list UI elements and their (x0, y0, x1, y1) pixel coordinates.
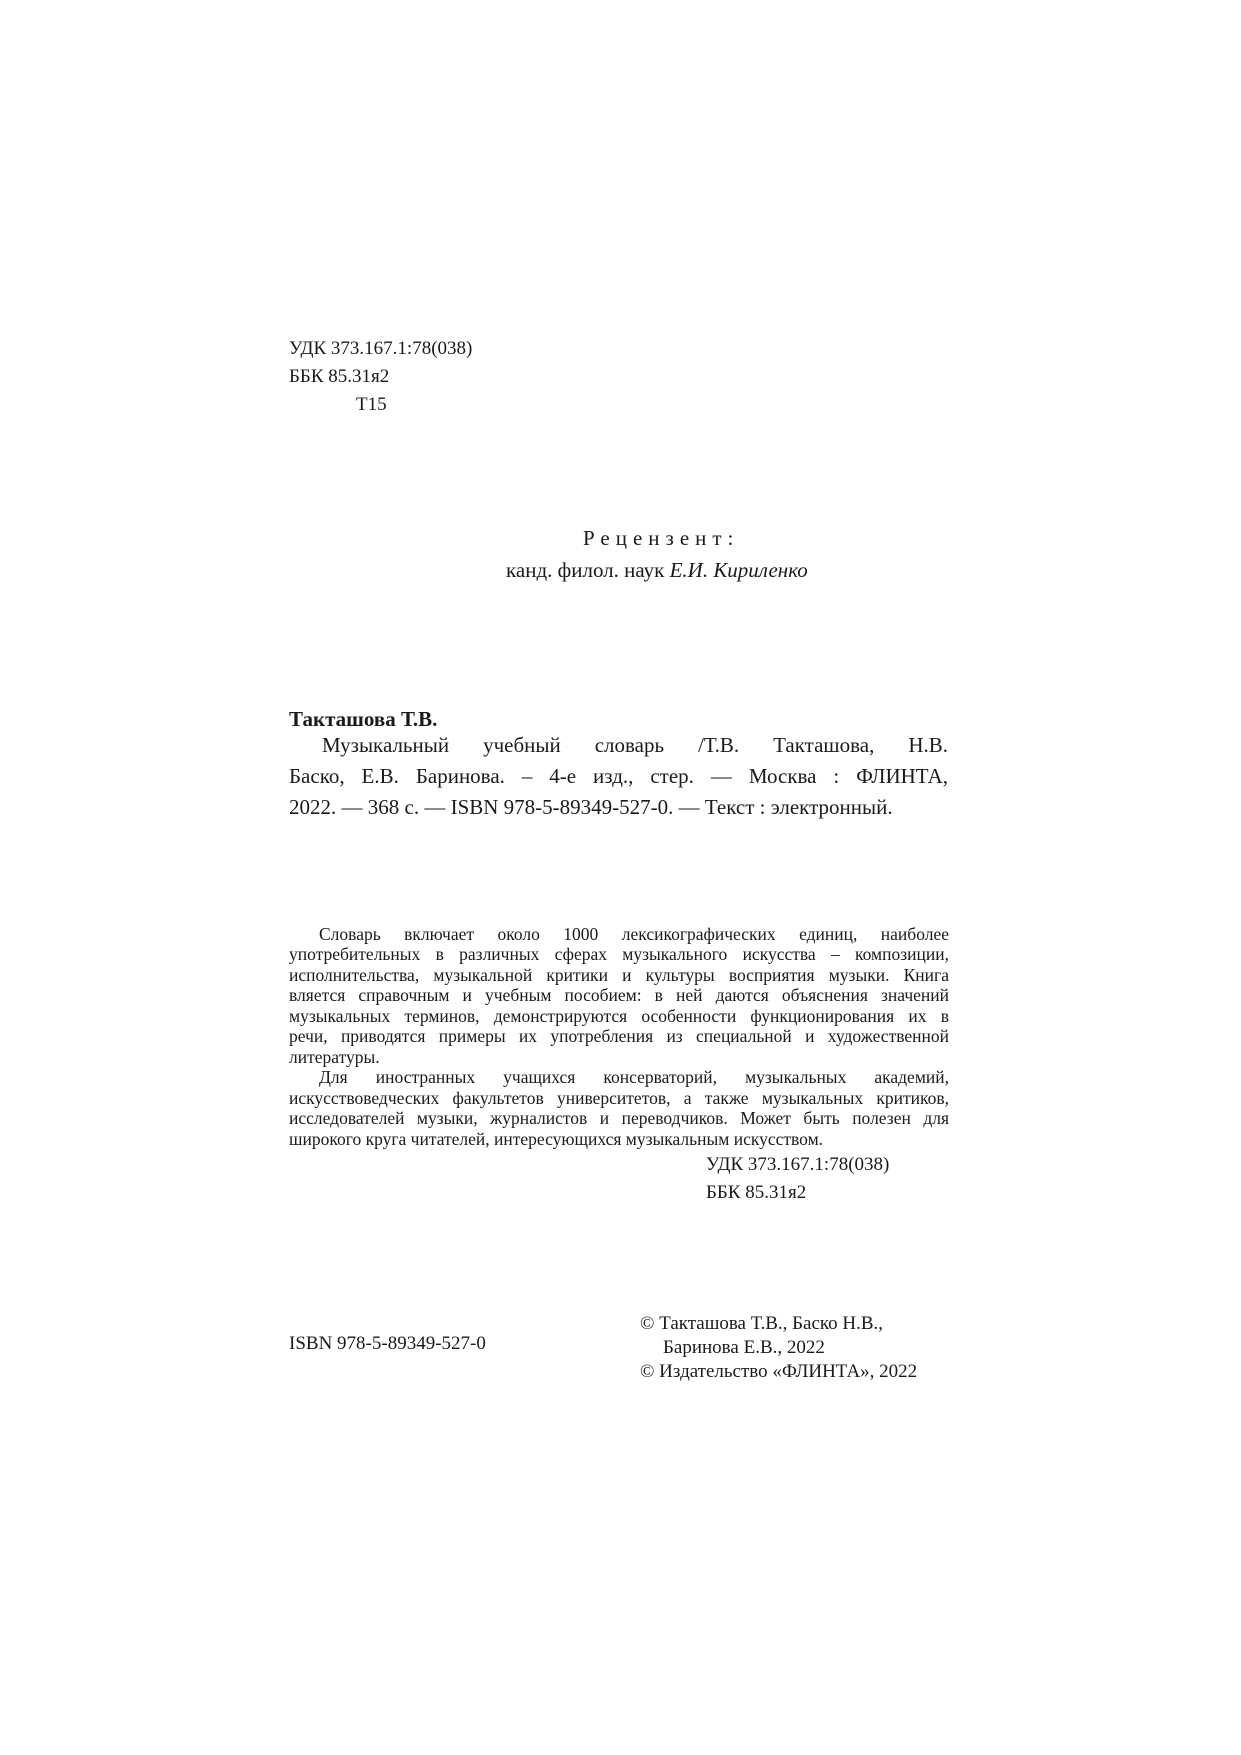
annotation-line: исследователей музыки, журналистов и переводчиков. Может быть полезен для (289, 1108, 949, 1128)
udk-code: УДК 373.167.1:78(038) (289, 338, 473, 359)
reviewer-credit (506, 558, 808, 583)
isbn: ISBN 978-5-89349-527-0 (289, 1333, 486, 1354)
copyright-publisher: © Издательство «ФЛИНТА», 2022 (640, 1361, 918, 1382)
reviewer-label: Рецензент: (583, 526, 740, 550)
annotation-line: речи, приводятся примеры их употребления из специальной и художественной (289, 1026, 949, 1046)
bib-line-1: Музыкальный учебный словарь /Т.В. Такташова, Н.В. (322, 733, 948, 757)
bib-line-2: Баско, Е.В. Баринова. – 4-е изд., стер. — Москва : ФЛИНТА, (289, 764, 948, 788)
annotation-line: музыкальных терминов, демонстрируются особенности функционирования их в (289, 1006, 949, 1026)
copyright-authors-line-1: © Такташова Т.В., Баско Н.В., (640, 1313, 884, 1334)
annotation-line: исполнительства, музыкальной критики и культуры восприятия музыки. Книга (289, 965, 949, 985)
reviewer-degree: канд. филол. наук (506, 558, 665, 582)
author-mark: Т15 (356, 394, 387, 415)
annotation-line: употребительных в различных сферах музыкального искусства – композиции, (289, 944, 949, 964)
annotation-bbk: ББК 85.31я2 (706, 1182, 807, 1203)
annotation-line: литературы. (289, 1047, 380, 1067)
bib-author: Такташова Т.В. (289, 707, 438, 731)
bib-line-3: 2022. — 368 с. — ISBN 978-5-89349-527-0. — Текст : электронный. (289, 795, 893, 819)
annotation-udk: УДК 373.167.1:78(038) (706, 1154, 890, 1175)
reviewer-name: Е.И. Кириленко (669, 558, 808, 582)
annotation-line: широкого круга читателей, интересующихся музыкальным искусством. (289, 1129, 824, 1149)
annotation-line: вляется справочным и учебным пособием: в ней даются объяснения значений (289, 985, 949, 1005)
bbk-code: ББК 85.31я2 (289, 366, 390, 387)
annotation-line: искусствоведческих факультетов университетов, а также музыкальных критиков, (289, 1088, 949, 1108)
copyright-authors-line-2: Баринова Е.В., 2022 (663, 1337, 825, 1358)
annotation-line: Словарь включает около 1000 лексикографических единиц, наиболее (319, 924, 949, 944)
annotation-line: Для иностранных учащихся консерваторий, музыкальных академий, (319, 1067, 949, 1087)
